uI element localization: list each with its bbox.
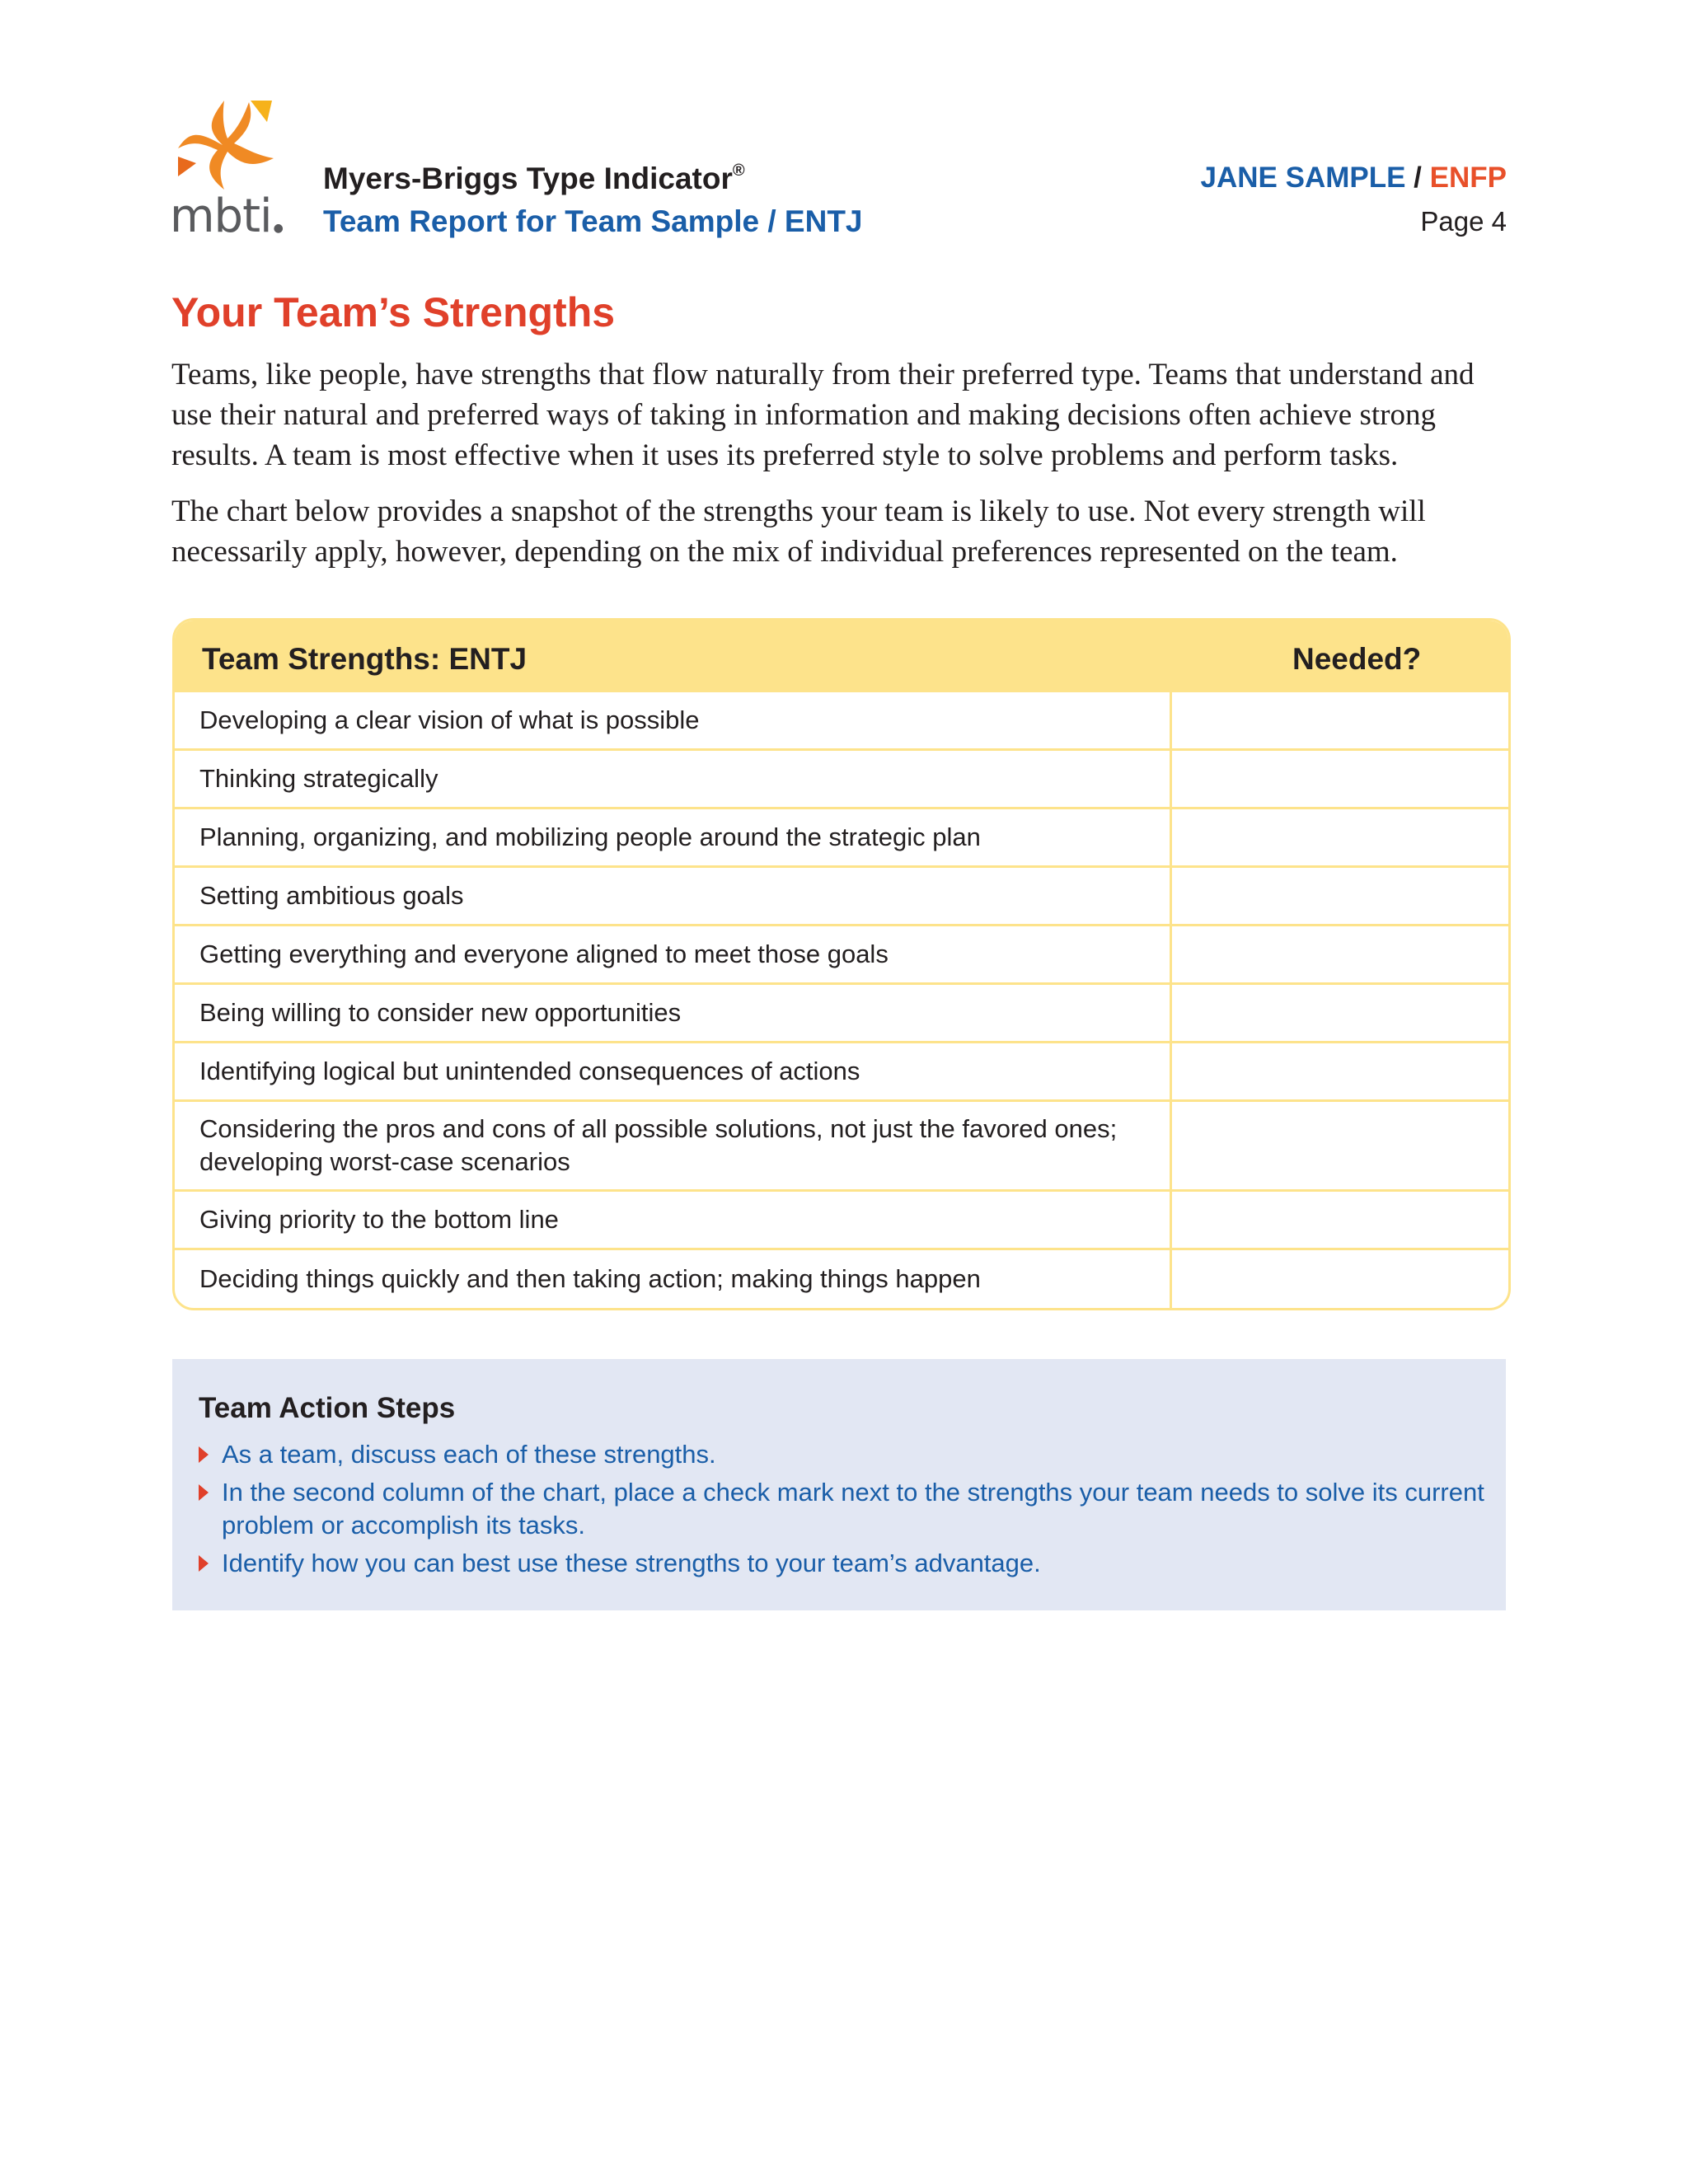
table-row: [175, 1189, 1508, 1248]
needed-cell[interactable]: [1170, 985, 1508, 1041]
strength-cell: Planning, organizing, and mobilizing people around the strategic plan: [199, 823, 981, 851]
report-subtitle: Team Report for Team Sample / ENTJ: [323, 204, 863, 238]
bullet-arrow-icon: [199, 1446, 209, 1463]
table-row: [175, 748, 1508, 807]
needed-cell[interactable]: [1170, 1102, 1508, 1189]
needed-cell[interactable]: [1170, 751, 1508, 807]
table-row: [175, 807, 1508, 865]
page-number: Page 4: [1420, 206, 1507, 237]
strength-cell: Setting ambitious goals: [199, 881, 464, 910]
mbti-logo-icon: [175, 97, 277, 193]
intro-paragraph-1: Teams, like people, have strengths that flow naturally from their preferred type. Teams that understand and use their natural and preferred ways of taking in information and making decisions often achieve strong results. A team is most effective when it uses its preferred style to solve problems and perform tasks.: [171, 358, 1475, 472]
table-header: [175, 621, 1508, 692]
action-steps-box: [172, 1359, 1506, 1610]
person-type: ENFP: [1429, 162, 1507, 194]
strengths-table: [172, 618, 1511, 1310]
strength-cell: Being willing to consider new opportunities: [199, 998, 682, 1027]
report-title: Myers-Briggs Type Indicator®: [323, 162, 745, 195]
action-steps-list: [199, 1438, 1484, 1585]
intro-paragraph-2: The chart below provides a snapshot of the strengths your team is likely to use. Not every strength will necessarily apply, however, depending on the mix of individual preferences represented on the team.: [171, 494, 1426, 569]
strength-cell: Thinking strategically: [199, 764, 438, 793]
mbti-logo: [170, 97, 283, 243]
header-strengths: Team Strengths: ENTJ: [202, 642, 528, 676]
needed-cell[interactable]: [1170, 809, 1508, 865]
header-needed: Needed?: [1292, 642, 1422, 676]
person-name: JANE SAMPLE: [1200, 162, 1406, 194]
needed-cell[interactable]: [1170, 1192, 1508, 1248]
bullet-arrow-icon: [199, 1484, 209, 1501]
strength-cell: Considering the pros and cons of all possible solutions, not just the favored ones; developing worst-case scenarios: [199, 1114, 1118, 1176]
table-row: [175, 865, 1508, 924]
table-row: [175, 1099, 1508, 1189]
needed-cell[interactable]: [1170, 926, 1508, 982]
strength-cell: Identifying logical but unintended consequences of actions: [199, 1057, 860, 1085]
needed-cell[interactable]: [1170, 692, 1508, 748]
needed-cell[interactable]: [1170, 1250, 1508, 1308]
strength-cell: Getting everything and everyone aligned to meet those goals: [199, 940, 889, 968]
strength-cell: Developing a clear vision of what is possible: [199, 705, 700, 734]
table-row: [175, 692, 1508, 748]
logo-wordmark: mbti ●: [170, 190, 283, 243]
table-row: [175, 982, 1508, 1041]
list-item: As a team, discuss each of these strengths.: [199, 1438, 1484, 1471]
list-item: Identify how you can best use these strengths to your team’s advantage.: [199, 1547, 1484, 1580]
list-item: In the second column of the chart, place a check mark next to the strengths your team needs to solve its current problem or accomplish its tasks.: [199, 1476, 1484, 1542]
table-row: [175, 1248, 1508, 1308]
bullet-arrow-icon: [199, 1555, 209, 1572]
section-title: Your Team’s Strengths: [171, 289, 616, 335]
person-header: JANE SAMPLE / ENFP: [1200, 162, 1507, 194]
action-steps-title: Team Action Steps: [199, 1392, 456, 1424]
table-row: [175, 1041, 1508, 1099]
needed-cell[interactable]: [1170, 1043, 1508, 1099]
strength-cell: Giving priority to the bottom line: [199, 1205, 559, 1234]
table-row: [175, 924, 1508, 982]
strength-cell: Deciding things quickly and then taking action; making things happen: [199, 1264, 981, 1293]
needed-cell[interactable]: [1170, 868, 1508, 924]
